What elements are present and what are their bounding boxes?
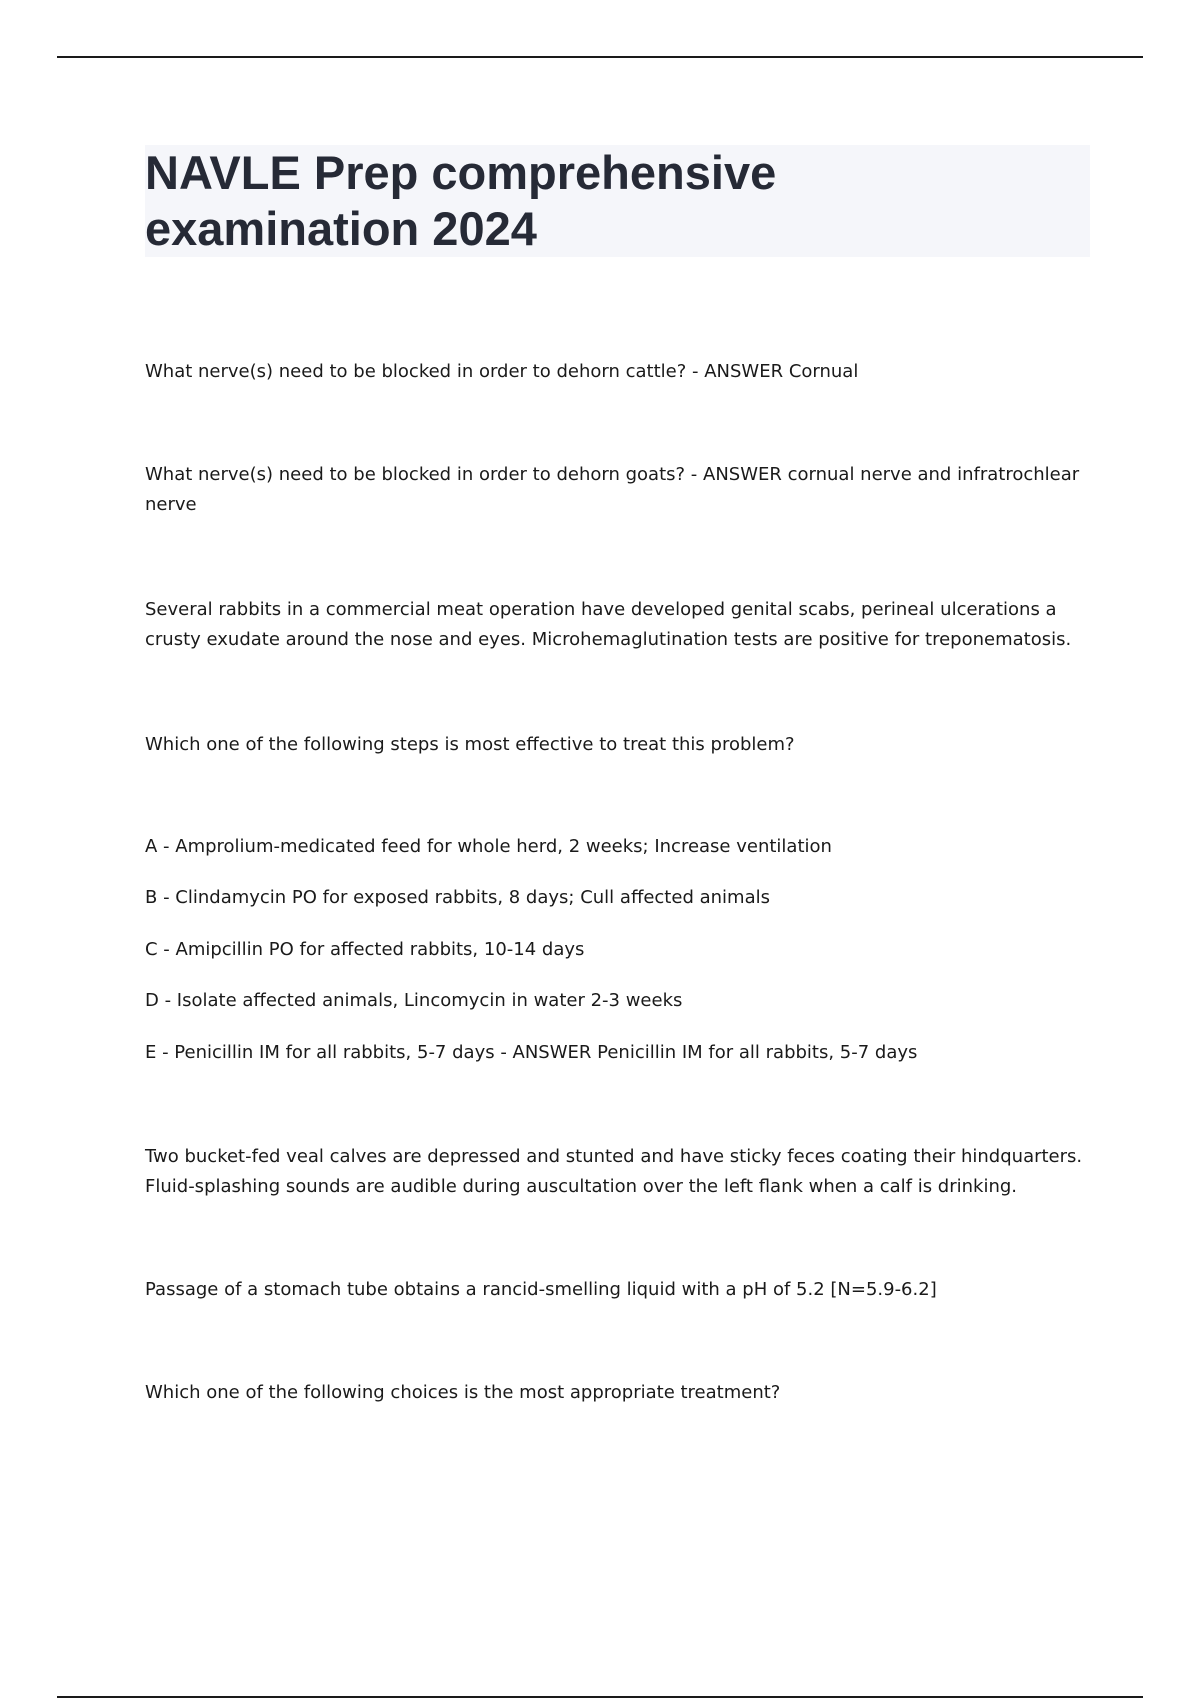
question-cattle-dehorn: What nerve(s) need to be blocked in order to dehorn cattle? - ANSWER Cornual <box>145 361 859 382</box>
option-d: D - Isolate affected animals, Lincomycin in water 2-3 weeks <box>145 990 683 1011</box>
question-veal-stomach-tube: Passage of a stomach tube obtains a rancid-smelling liquid with a pH of 5.2 [N=5.9-6.2] <box>145 1279 937 1300</box>
option-c: C - Amipcillin PO for affected rabbits, 10-14 days <box>145 939 585 960</box>
question-rabbit-prompt: Which one of the following steps is most effective to treat this problem? <box>145 734 795 755</box>
question-veal-prompt: Which one of the following choices is the most appropriate treatment? <box>145 1382 781 1403</box>
title-banner <box>145 145 1090 257</box>
question-rabbit-scenario: Several rabbits in a commercial meat operation have developed genital scabs, perineal ulcerations a crusty exudate around the nose and eyes. Microhemaglutination tests are positive for treponematosis. <box>145 599 1072 650</box>
option-e-answer: E - Penicillin IM for all rabbits, 5-7 days - ANSWER Penicillin IM for all rabbits, 5-7 days <box>145 1042 918 1063</box>
header-rule <box>57 56 1143 58</box>
footer-rule <box>57 1696 1143 1698</box>
option-b: B - Clindamycin PO for exposed rabbits, 8 days; Cull affected animals <box>145 887 770 908</box>
question-veal-scenario: Two bucket-fed veal calves are depressed and stunted and have sticky feces coating their hindquarters. Fluid-splashing sounds are audible during auscultation over the left flank when a calf is drinking. <box>145 1146 1083 1197</box>
option-a: A - Amprolium-medicated feed for whole herd, 2 weeks; Increase ventilation <box>145 836 832 857</box>
document-title: NAVLE Prep comprehensive examination 2024 <box>145 146 777 255</box>
question-goat-dehorn: What nerve(s) need to be blocked in order to dehorn goats? - ANSWER cornual nerve and infratrochlear nerve <box>145 464 1080 515</box>
